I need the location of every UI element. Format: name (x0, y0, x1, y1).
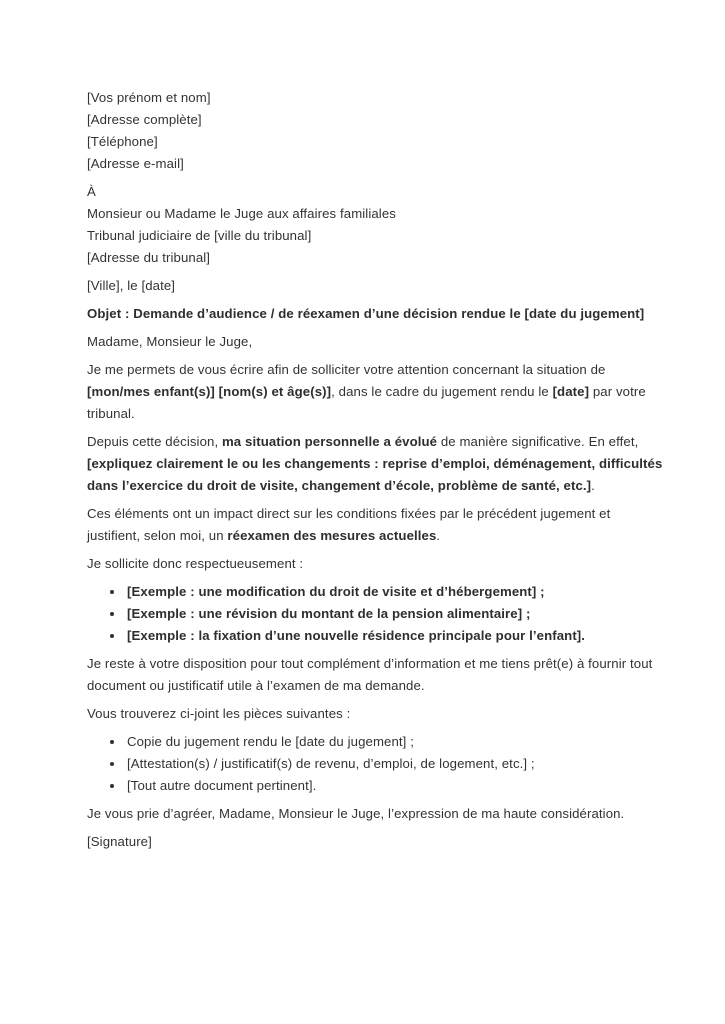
bold-text-run: [mon/mes enfant(s)] [nom(s) et âge(s)] (87, 384, 332, 399)
list-item (125, 775, 665, 797)
bold-text-run: réexamen des mesures actuelles (227, 528, 437, 543)
text-run: Je vous prie d’agréer, Madame, Monsieur le Juge, l’expression de ma haute considération. (87, 806, 625, 821)
dateline (87, 275, 665, 297)
text-run: , dans le cadre du jugement rendu le (331, 384, 553, 399)
request-intro (87, 553, 665, 575)
closing-paragraph (87, 803, 665, 825)
text-run: . (436, 528, 441, 543)
recipient-block-line: Monsieur ou Madame le Juge aux affaires familiales (87, 206, 396, 221)
text-run: [Tout autre document pertinent]. (127, 778, 317, 793)
bold-text-run: [Exemple : une révision du montant de la pension alimentaire] ; (127, 606, 531, 621)
text-run: par votre tribunal. (87, 384, 646, 421)
text-run: . (591, 478, 595, 493)
attachments-list (87, 731, 665, 797)
intro-paragraph (87, 359, 665, 425)
recipient-block-line: Tribunal judiciaire de [ville du tribunal] (87, 228, 312, 243)
sender-block-line: [Adresse complète] (87, 112, 202, 127)
text-run: Depuis cette décision, (87, 434, 222, 449)
text-run: Madame, Monsieur le Juge, (87, 334, 253, 349)
text-run: Je sollicite donc respectueusement : (87, 556, 304, 571)
requests-list (87, 581, 665, 647)
sender-block-line: [Vos prénom et nom] (87, 90, 211, 105)
list-item (125, 581, 665, 603)
salutation (87, 331, 665, 353)
changes-paragraph (87, 431, 665, 497)
sender-block (87, 87, 665, 175)
list-item (125, 603, 665, 625)
letter-body (87, 87, 665, 859)
bold-text-run: [Exemple : une modification du droit de visite et d’hébergement] ; (127, 584, 545, 599)
list-item (125, 753, 665, 775)
recipient-block (87, 181, 665, 269)
subject-line (87, 303, 665, 325)
bold-text-run: [date] (552, 384, 590, 399)
list-item (125, 625, 665, 647)
text-run: [Ville], le [date] (87, 278, 176, 293)
bold-text-run: [Exemple : la fixation d’une nouvelle résidence principale pour l’enfant]. (127, 628, 586, 643)
bold-text-run: [expliquez clairement le ou les changements : reprise d’emploi, déménagement, difficultés dans l’exercice du droit de visite, changement d’école, problème de santé, etc.] (87, 456, 663, 493)
bold-text-run: ma situation personnelle a évolué (221, 434, 438, 449)
text-run: [Signature] (87, 834, 152, 849)
sender-block-line: [Adresse e-mail] (87, 156, 184, 171)
list-item (125, 731, 665, 753)
text-run: Je me permets de vous écrire afin de solliciter votre attention concernant la situation de (87, 362, 606, 377)
availability-paragraph (87, 653, 665, 697)
text-run: Je reste à votre disposition pour tout complément d’information et me tiens prêt(e) à fournir tout document ou justificatif utile à l’examen de ma demande. (87, 656, 653, 693)
attachments-intro (87, 703, 665, 725)
sender-block-line: [Téléphone] (87, 134, 158, 149)
text-run: Vous trouverez ci-joint les pièces suivantes : (87, 706, 351, 721)
recipient-block-line: [Adresse du tribunal] (87, 250, 211, 265)
text-run: de manière significative. En effet, (437, 434, 639, 449)
signature-placeholder (87, 831, 665, 853)
bold-text-run: Objet : Demande d’audience / de réexamen d’une décision rendue le [date du jugement] (87, 306, 645, 321)
text-run: Copie du jugement rendu le [date du jugement] ; (127, 734, 414, 749)
impact-paragraph (87, 503, 665, 547)
text-run: Ces éléments ont un impact direct sur les conditions fixées par le précédent jugement et justifient, selon moi, un (87, 506, 611, 543)
text-run: [Attestation(s) / justificatif(s) de revenu, d’emploi, de logement, etc.] ; (127, 756, 535, 771)
recipient-block-line: À (87, 184, 96, 199)
